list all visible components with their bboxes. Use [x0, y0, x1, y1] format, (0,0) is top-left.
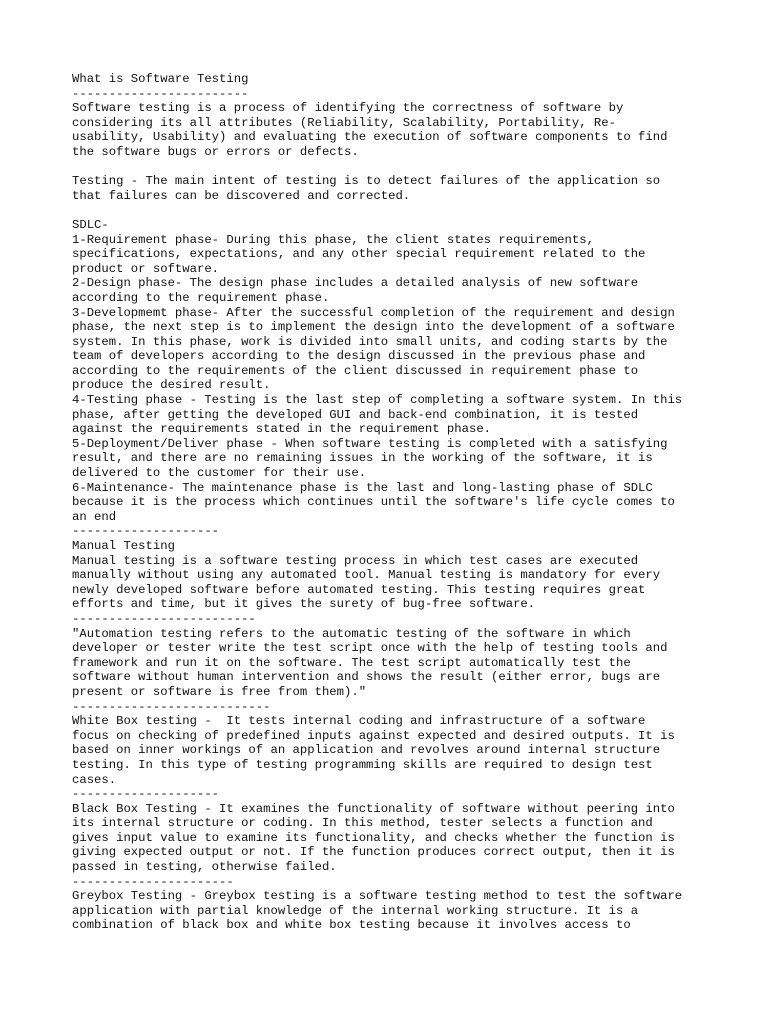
document-line: specifications, expectations, and any other special requirement related to the: [72, 247, 646, 262]
document-line: framework and run it on the software. The test script automatically test the: [72, 655, 631, 670]
document-line: Testing - The main intent of testing is to detect failures of the application so: [72, 174, 661, 189]
document-line: 4-Testing phase - Testing is the last step of completing a software system. In this: [72, 393, 683, 408]
document-line: phase, after getting the developed GUI and back-end combination, it is tested: [72, 407, 639, 422]
document-line: -------------------------: [72, 611, 256, 626]
document-line: cases.: [72, 772, 117, 787]
document-line: that failures can be discovered and corrected.: [72, 188, 411, 203]
document-line: its internal structure or coding. In this method, tester selects a function and: [72, 816, 653, 831]
document-line: usability, Usability) and evaluating the execution of software components to find: [72, 130, 668, 145]
document-line: application with partial knowledge of the internal working structure. It is a: [72, 903, 639, 918]
document-line: 6-Maintenance- The maintenance phase is the last and long-lasting phase of SDLC: [72, 480, 653, 495]
document-line: based on inner workings of an application and revolves around internal structure: [72, 743, 661, 758]
document-line: combination of black box and white box testing because it involves access to: [72, 918, 631, 933]
document-line: newly developed software before automated testing. This testing requires great: [72, 582, 646, 597]
document-line: What is Software Testing: [72, 72, 249, 86]
document-line: gives input value to examine its functionality, and checks whether the function is: [72, 830, 675, 845]
document-line: Manual Testing: [72, 539, 175, 553]
document-line: --------------------: [72, 787, 220, 802]
document-line: [72, 160, 732, 175]
document-line: team of developers according to the design discussed in the previous phase and: [72, 349, 646, 364]
document-line: 1-Requirement phase- During this phase, the client states requirements,: [72, 232, 594, 247]
document-line: an end: [72, 509, 117, 524]
document-line: system. In this phase, work is divided into small units, and coding starts by the: [72, 334, 668, 349]
document-line: 5-Deployment/Deliver phase - When software testing is completed with a satisfying: [72, 436, 668, 451]
document-line: White Box testing - It tests internal coding and infrastructure of a software: [72, 714, 646, 729]
document-line: Black Box Testing - It examines the functionality of software without peering into: [72, 801, 675, 816]
document-line: SDLC-: [72, 217, 109, 232]
document-text: [72, 72, 732, 933]
document-line: Software testing is a process of identifying the correctness of software by: [72, 101, 624, 116]
document-line: developer or tester write the test script once with the help of testing tools and: [72, 641, 668, 656]
document-line: product or software.: [72, 261, 220, 276]
document-line: ---------------------------: [72, 699, 271, 714]
document-line: software without human intervention and shows the result (either error, bugs are: [72, 670, 661, 685]
document-line: ----------------------: [72, 874, 234, 889]
document-line: Manual testing is a software testing process in which test cases are executed: [72, 553, 639, 568]
document-line: "Automation testing refers to the automatic testing of the software in which: [72, 626, 631, 641]
document-line: according to the requirements of the client discussed in requirement phase to: [72, 363, 639, 378]
document-line: phase, the next step is to implement the design into the development of a software: [72, 320, 675, 335]
document-line: considering its all attributes (Reliability, Scalability, Portability, Re-: [72, 115, 616, 130]
document-line: passed in testing, otherwise failed.: [72, 860, 337, 875]
document-line: testing. In this type of testing programming skills are required to design test: [72, 757, 653, 772]
document-line: [72, 203, 732, 218]
document-line: delivered to the customer for their use.: [72, 466, 367, 481]
document-line: ------------------------: [72, 86, 249, 101]
document-line: giving expected output or not. If the function produces correct output, then it is: [72, 845, 675, 860]
document-line: present or software is free from them).": [72, 684, 367, 699]
document-line: the software bugs or errors or defects.: [72, 144, 359, 159]
document-line: Greybox Testing - Greybox testing is a software testing method to test the software: [72, 889, 683, 904]
document-line: efforts and time, but it gives the surety of bug-free software.: [72, 597, 536, 612]
document-line: focus on checking of predefined inputs against expected and desired outputs. It is: [72, 728, 675, 743]
document-line: because it is the process which continues until the software's life cycle comes to: [72, 495, 675, 510]
document-line: produce the desired result.: [72, 378, 271, 393]
document-line: manually without using any automated tool. Manual testing is mandatory for every: [72, 568, 661, 583]
document-line: result, and there are no remaining issues in the working of the software, it is: [72, 451, 653, 466]
document-line: --------------------: [72, 524, 220, 539]
document-line: 2-Design phase- The design phase includes a detailed analysis of new software: [72, 276, 639, 291]
document-line: according to the requirement phase.: [72, 290, 330, 305]
document-line: against the requirements stated in the requirement phase.: [72, 422, 492, 437]
document-line: 3-Developmemt phase- After the successful completion of the requirement and design: [72, 305, 675, 320]
